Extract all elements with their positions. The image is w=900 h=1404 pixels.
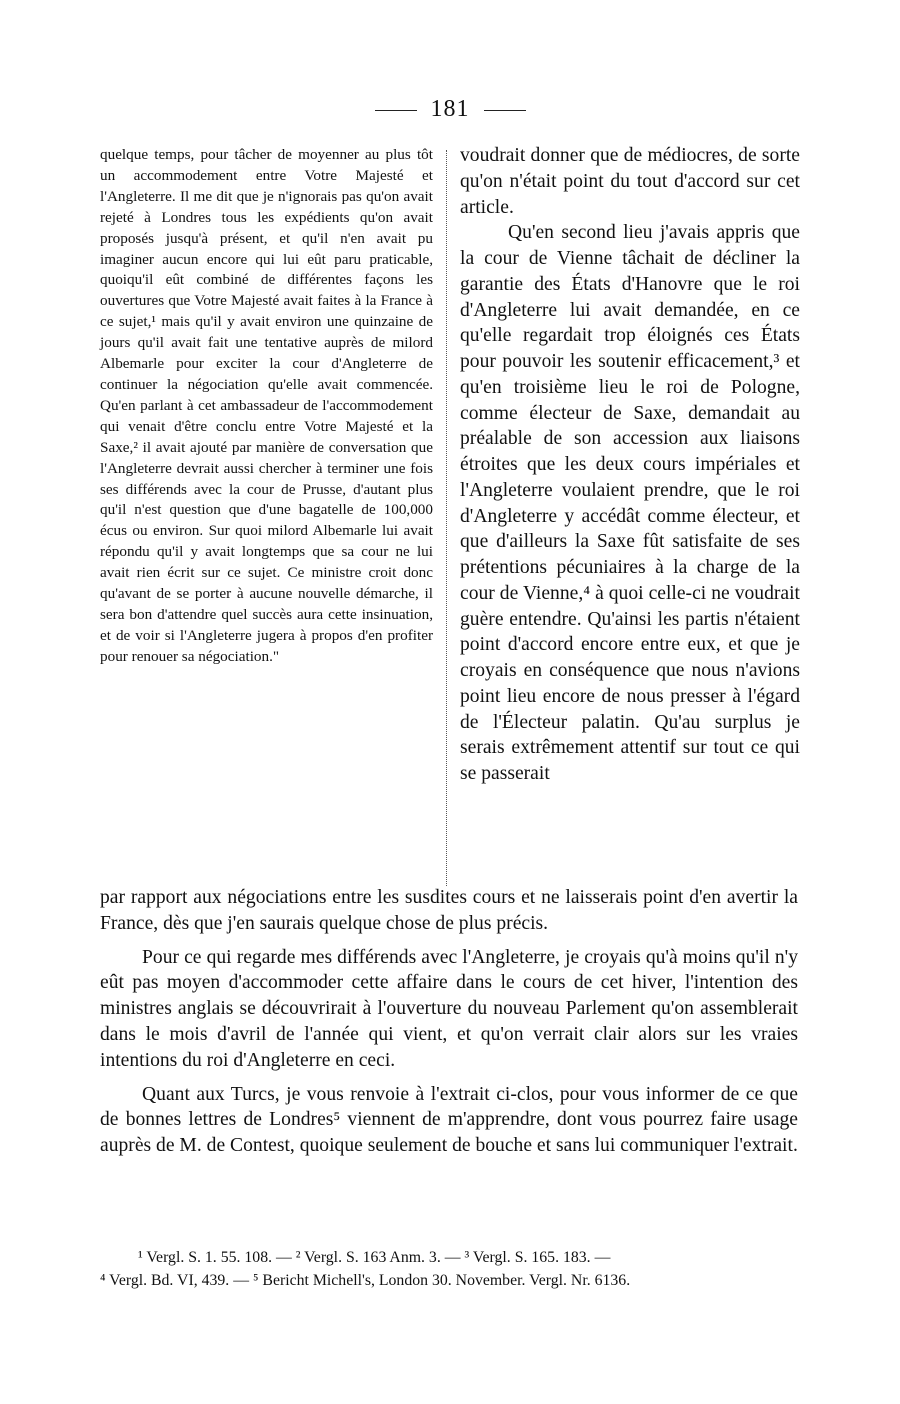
footnote-line-2: ⁴ Vergl. Bd. VI, 439. — ⁵ Bericht Michell's, London 30. November. Vergl. Nr. 6136. [100, 1272, 631, 1289]
full-width-text [100, 885, 798, 1159]
right-column [460, 143, 800, 787]
left-column-text: quelque temps, pour tâcher de moyenner au plus tôt un accommodement entre Votre Majesté et l'Angleterre. Il me dit que je n'ignorais pas qu'on avait rejeté à Londres tous les expédients qu'on avait proposés jusqu'à présent, et qu'il n'en avait pu imaginer aucun encore qui lui eût paru praticable, quoiqu'il eût combiné de différentes façons les ouvertures que Votre Majesté avait faites à la France à ce sujet,¹ mais qu'il y avait environ une quinzaine de jours qu'il avait fait une tentative auprès de milord Albemarle pour exciter la cour d'Angleterre de continuer la négociation qu'elle avait commencée. Qu'en parlant à cet ambassadeur de l'accommodement qui venait d'être conclu entre Votre Majesté et la Saxe,² il avait ajouté par manière de conversation que l'Angleterre devrait aussi chercher à terminer une fois ses différends avec la cour de Prusse, d'autant plus qu'il n'est question que d'une bagatelle de 100,000 écus ou environ. Sur quoi milord Albemarle lui avait répondu qu'il y avait longtemps que sa cour ne lui avait rien écrit sur ce sujet. Ce ministre croit donc qu'avant de se porter à aucune nouvelle démarche, il sera bon d'attendre quel succès aura cette insinuation, et de voir si l'Angleterre jugera à propos d'en profiter pour renouer sa négociation." [100, 146, 433, 665]
header-rule-left [375, 110, 417, 111]
footnote-line-1: ¹ Vergl. S. 1. 55. 108. — ² Vergl. S. 163 Anm. 3. — ³ Vergl. S. 165. 183. — [138, 1249, 611, 1266]
header-rule-right [484, 110, 526, 111]
column-divider [446, 150, 447, 886]
paragraph-turks: Quant aux Turcs, je vous renvoie à l'extrait ci-clos, pour vous informer de ce que de bonnes lettres de Londres⁵ viennent de m'apprendre, dont vous pourrez faire usage auprès de M. de Contest, quoique seulement de bouche et sans lui communiquer l'extrait. [100, 1083, 798, 1157]
right-paragraph-2: Qu'en second lieu j'avais appris que la cour de Vienne tâchait de décliner la garantie des États d'Hanovre que le roi d'Angleterre lui avait demandée, en ce qu'elle regardait trop éloignés ces États pour pouvoir les soutenir efficacement,³ et qu'en troisième lieu le roi de Pologne, comme électeur de Saxe, demandait au préalable de son accession aux liaisons étroites que les deux cours impériales et l'Angleterre voulaient prendre, que le roi d'Angleterre y accédât comme électeur, et que d'ailleurs la Saxe fût satisfaite de ses prétentions pécuniaires à la charge de la cour de Vienne,⁴ à quoi celle-ci ne voudrait guère entendre. Qu'ainsi les partis n'étaient point d'accord encore entre eux, et que je croyais en conséquence que nous n'avions point lieu encore de nous presser à l'égard de l'Électeur palatin. Qu'au surplus je serais extrêmement attentif sur tout ce qui se passerait [460, 222, 800, 784]
page-header [0, 96, 900, 123]
page-number: 181 [430, 96, 470, 122]
paragraph-england: Pour ce qui regarde mes différends avec l'Angleterre, je croyais qu'à moins qu'il n'y eût pas moyen d'accommoder cette affaire dans le cours de cet hiver, l'intention des ministres anglais se découvrirait à l'ouverture du nouveau Parlement qu'on assemblerait dans le mois d'avril de l'année qui vient, et qu'on verrait clair alors sur les vraies intentions du roi d'Angleterre en ceci. [100, 946, 798, 1071]
left-column [100, 145, 433, 668]
continuation-paragraph: par rapport aux négociations entre les susdites cours et ne laisserais point d'en avertir la France, dès que j'en saurais quelque chose de plus précis. [100, 887, 798, 934]
footnotes [100, 1246, 800, 1292]
right-paragraph-1: voudrait donner que de médiocres, de sorte qu'on n'était point du tout d'accord sur cet article. [460, 145, 800, 218]
